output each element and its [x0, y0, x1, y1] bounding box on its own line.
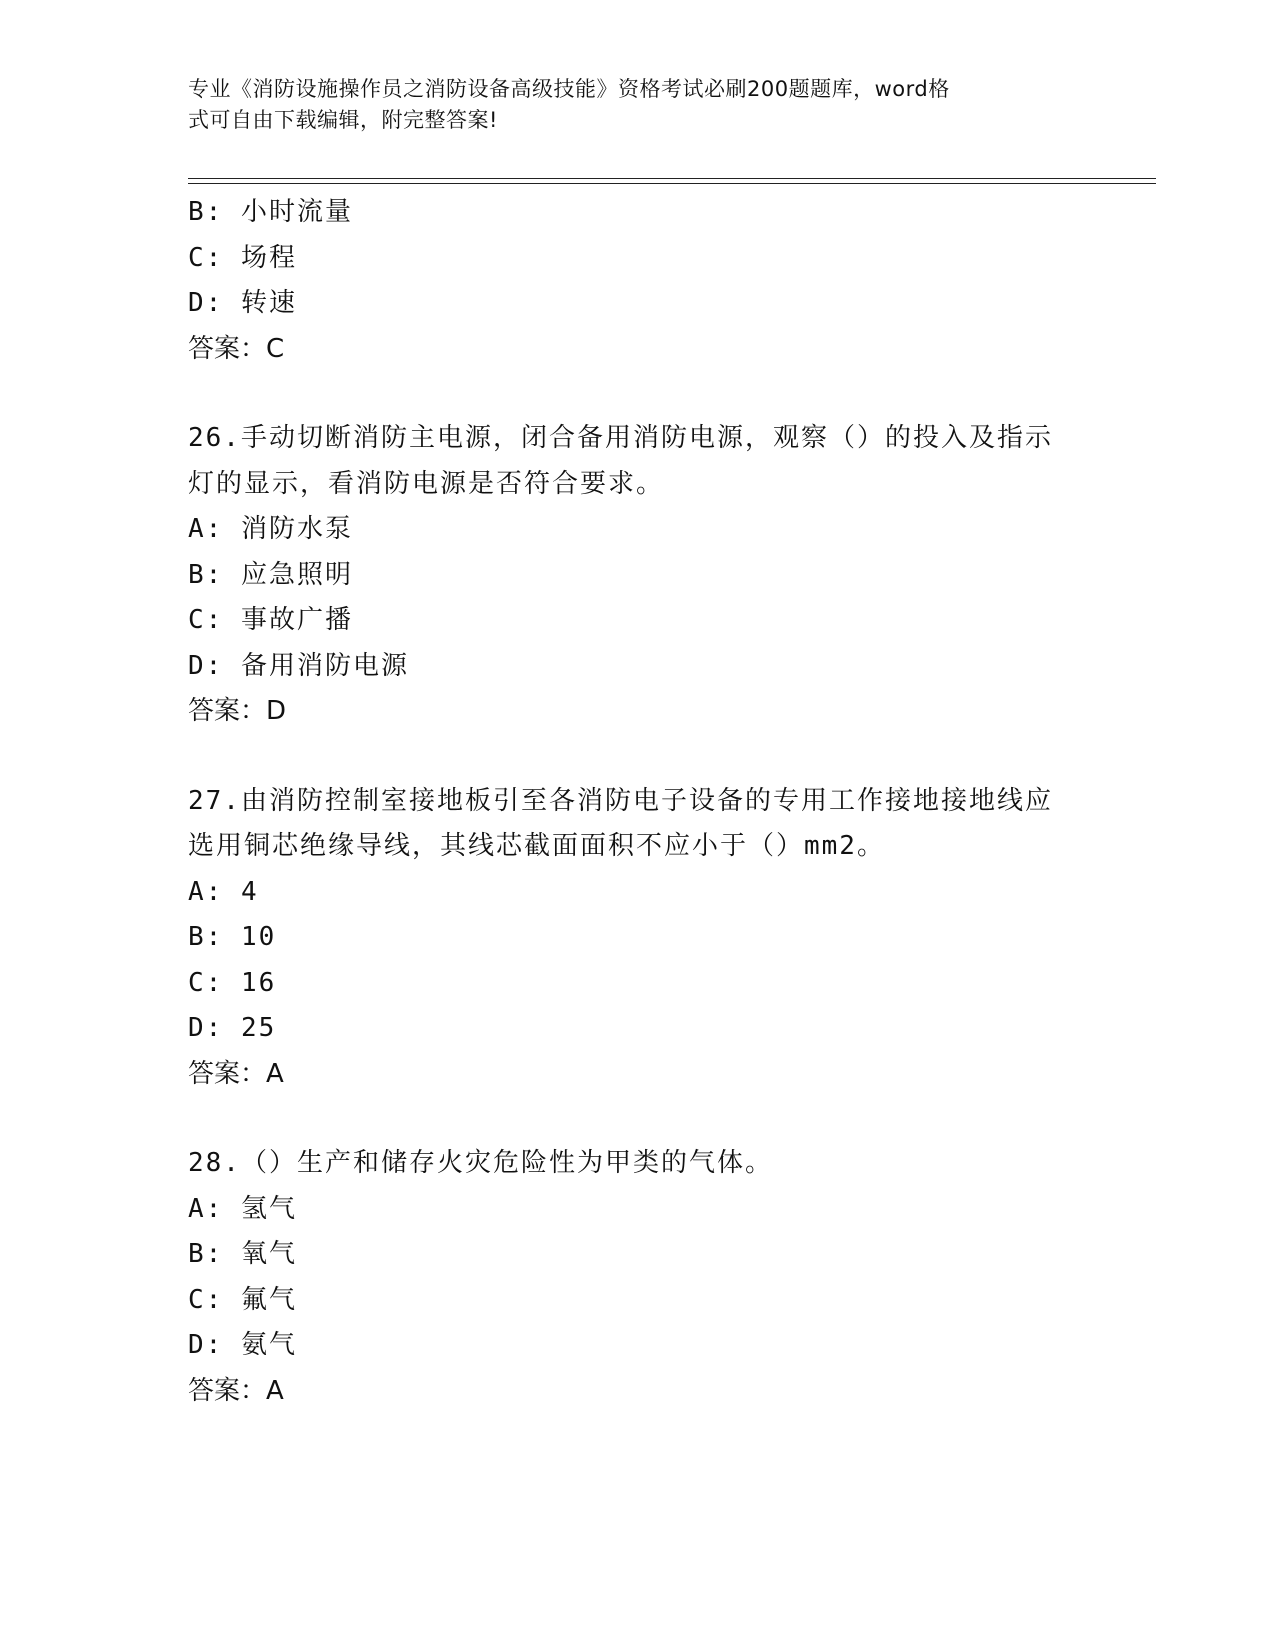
document-header [188, 74, 1068, 136]
option-b: B: 10 [188, 922, 277, 952]
option-c: C: 16 [188, 967, 277, 998]
spacer [188, 372, 1088, 416]
option-a: A: 氢气 [188, 1193, 297, 1224]
option-d: D: 转速 [188, 288, 297, 318]
header-line-1: 专业《消防设施操作员之消防设备高级技能》资格考试必刷200题题库，word格 [188, 77, 950, 101]
answer-line: 答案：D [188, 696, 287, 726]
header-rule-bottom [188, 183, 1156, 184]
question-text-line-1: 26.手动切断消防主电源，闭合备用消防电源，观察（）的投入及指示 [188, 423, 1053, 453]
header-line-2: 式可自由下载编辑，附完整答案! [188, 108, 498, 132]
option-b: B: 小时流量 [188, 197, 353, 227]
question-26 [188, 416, 1088, 735]
answer-line: 答案：A [188, 1058, 284, 1089]
option-a: A: 4 [188, 876, 259, 907]
option-c: C: 事故广播 [188, 605, 353, 635]
question-text-line-2: 灯的显示，看消防电源是否符合要求。 [188, 468, 665, 499]
answer-line: 答案：A [188, 1375, 284, 1406]
option-c: C: 氟气 [188, 1284, 297, 1315]
option-c: C: 场程 [188, 242, 297, 273]
header-rule-top [188, 178, 1156, 179]
question-27 [188, 779, 1088, 1098]
option-a: A: 消防水泵 [188, 514, 353, 544]
spacer [188, 735, 1088, 779]
question-25-continued [188, 190, 1088, 372]
question-28 [188, 1141, 1088, 1414]
question-text-line-1: 28.（）生产和储存火灾危险性为甲类的气体。 [188, 1148, 773, 1178]
question-list [188, 190, 1088, 1414]
option-d: D: 25 [188, 1013, 277, 1043]
option-d: D: 备用消防电源 [188, 650, 409, 681]
question-text-line-1: 27.由消防控制室接地板引至各消防电子设备的专用工作接地接地线应 [188, 785, 1053, 816]
answer-line: 答案：C [188, 333, 285, 364]
option-b: B: 氧气 [188, 1239, 297, 1269]
question-text-line-2: 选用铜芯绝缘导线，其线芯截面面积不应小于（）mm2。 [188, 831, 885, 861]
spacer [188, 1097, 1088, 1141]
option-d: D: 氨气 [188, 1330, 297, 1360]
option-b: B: 应急照明 [188, 559, 353, 590]
